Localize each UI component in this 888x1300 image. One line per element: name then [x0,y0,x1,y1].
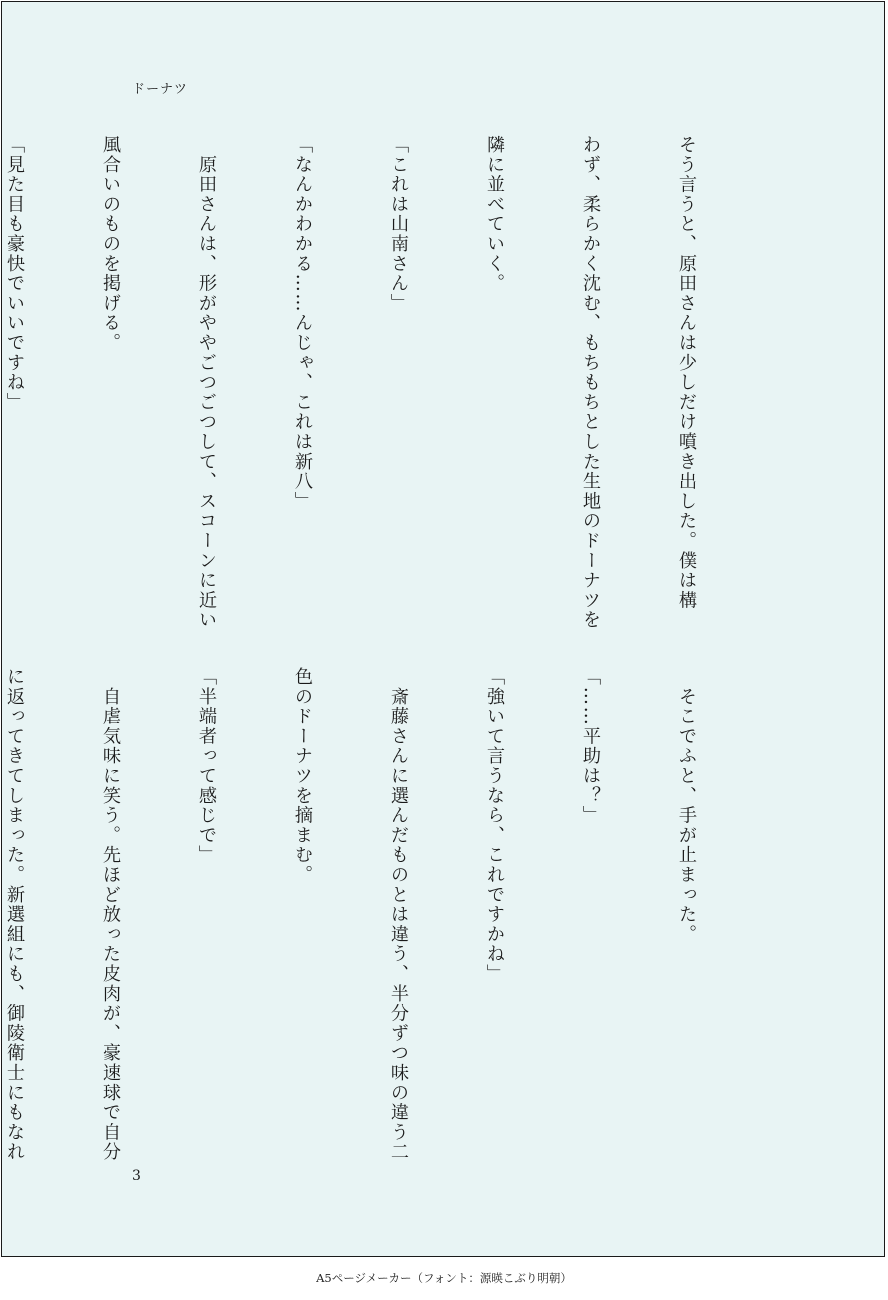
text-line: 隣に並べていく。 [484,135,505,294]
text-line: 「なんかわかる……んじゃ、これは新八」 [292,135,313,512]
text-line: 「これは山南さん」 [388,135,409,314]
text-line: そう言うと、原田さんは少しだけ噴き出した。僕は構 [676,135,697,611]
text-line: 「強いて言うなら、これですかね」 [484,667,505,984]
text-line: わず、柔らかく沈む、もちもちとした生地のドーナツを [580,135,601,630]
footer-credit: A5ページメーカー（フォント：源暎こぶり明朝） [316,1271,572,1285]
page-header-title: ドーナツ [132,82,188,97]
text-line: 「……平助は？」 [580,667,601,826]
text-line: 色のドーナツを摘まむ。 [292,667,313,885]
page [1,1,885,1257]
page-number: 3 [132,1168,141,1184]
text-line: に返ってきてしまった。新選組にも、御陵衛士にもなれ [4,667,25,1162]
text-line: 「半端者って感じで」 [196,667,217,865]
text-line: 風合いのものを掲げる。 [100,135,121,353]
text-line: 自虐気味に笑う。先ほど放った皮肉が、豪速球で自分 [100,667,121,1162]
upper-text-block [4,135,766,630]
text-line: 「見た目も豪快でいいですね」 [4,135,25,413]
text-line: 原田さんは、形がややごつごつして、スコーンに近い [196,135,217,630]
lower-text-block [4,667,766,1162]
text-line: 斎藤さんに選んだものとは違う、半分ずつ味の違う二 [388,667,409,1162]
text-line: そこでふと、手が止まった。 [676,667,697,945]
